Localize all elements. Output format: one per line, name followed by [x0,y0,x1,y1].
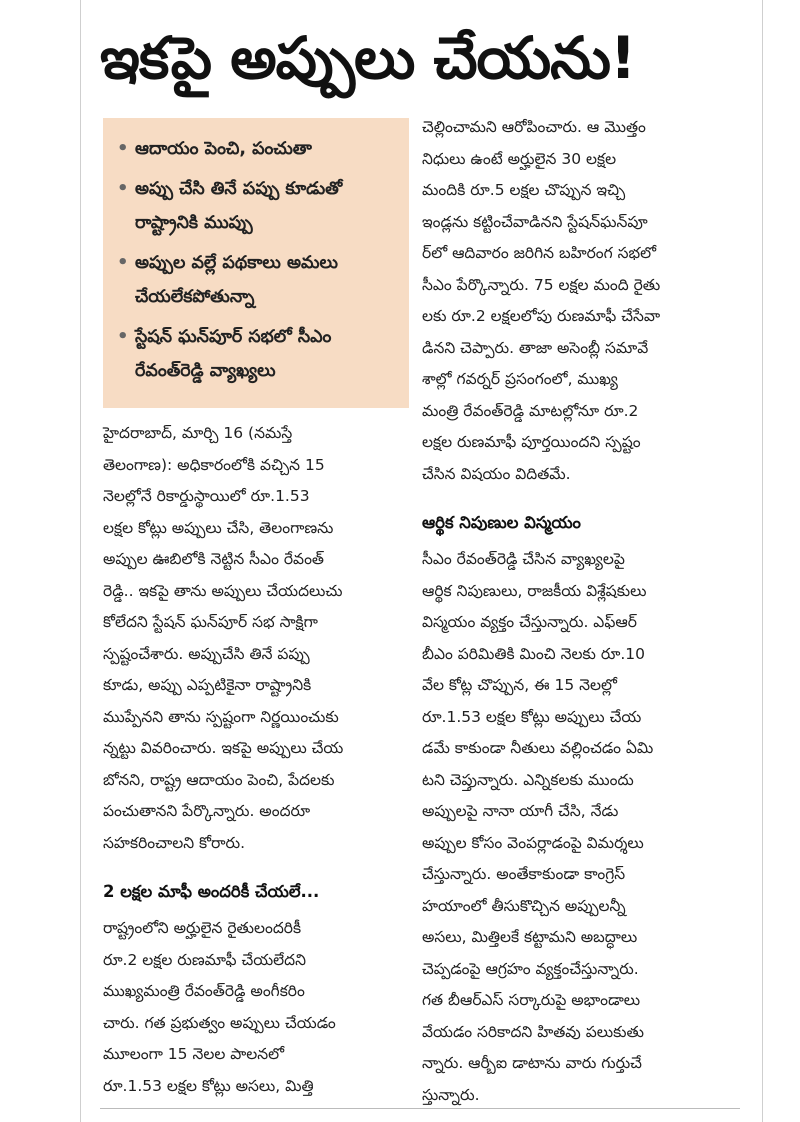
article-subheading: ఆర్థిక నిపుణుల విస్మయం [422,513,581,532]
highlight-item: • అప్పు చేసి తినే పప్పు కూడుతో రాష్ట్రానికి ముప్పు [117,172,399,240]
article-paragraph: హైదరాబాద్, మార్చి 16 (నమస్తే తెలంగాణ): అధికారంలోకి వచ్చిన 15 నెలల్లోనే రికార్డుస్థాయిలో రూ.1.53 లక్షల కోట్లు అప్పులు చేసి, తెలంగాణను అప్పుల ఊబిలోకి నెట్టిన సీఎం రేవంత్ రెడ్డి.. ఇకపై తాను అప్పులు చేయదలుచు కోలేదని స్టేషన్ ఘన్‌పూర్ సభ సాక్షిగా స్పష్టంచేశారు. అప్పుచేసి తినే పప్పు కూడు, అప్పు ఎప్పటికైనా రాష్ట్రానికి ముప్పేనని తాను స్పష్టంగా నిర్ణయించుకు న్నట్టు వివరించారు. ఇకపై అప్పులు చేయ బోనని, రాష్ట్ర ఆదాయం పెంచి, పేదలకు పంచుతానని పేర్కొన్నారు. అందరూ సహకరించాలని కోరారు. [103,424,344,852]
bottom-rule [100,1108,740,1109]
article-paragraph: సీఎం రేవంత్‌రెడ్డి చేసిన వ్యాఖ్యలపై ఆర్థిక నిపుణులు, రాజకీయ విశ్లేషకులు విస్మయం వ్యక్తం చేస్తున్నారు. ఎఫ్‌ఆర్ బీఎం పరిమితికి మించి నెలకు రూ.10 వేల కోట్ల చొప్పున, ఈ 15 నెలల్లో రూ.1.53 లక్షల కోట్లు అప్పులు చేయ డమే కాకుండా నీతులు వల్లించడం ఏమి టని చెప్తున్నారు. ఎన్నికలకు ముందు అప్పులపై నానా యాగీ చేసి, నేడు అప్పుల కోసం వెంపర్లాడంపై విమర్శలు చేస్తున్నారు. అంతేకాకుండా కాంగ్రెస్ హయాంలో తీసుకొచ్చిన అప్పులన్నీ అసలు, మిత్తిలకే కట్టామని అబద్ధాలు చెప్పడంపై ఆగ్రహం వ్యక్తంచేస్తున్నారు. గత బీఆర్ఎస్ సర్కారుపై అభాండాలు వేయడం సరికాదని హితవు పలుకుతు న్నారు. ఆర్బీఐ డాటాను వారు గుర్తుచే స్తున్నారు. [422,550,654,1104]
highlight-item: • అప్పుల వల్లే పథకాలు అమలు చేయలేకపోతున్నా [117,246,399,314]
article-column-right [422,112,744,1111]
highlights-box [103,118,409,408]
page-border-left [80,0,81,1122]
headline: ఇకపై అప్పులు చేయను! [100,24,636,92]
highlight-item: • ఆదాయం పెంచి, పంచుతా [117,132,399,166]
article-paragraph: రాష్ట్రంలోని అర్హులైన రైతులందరికీ రూ.2 లక్షల రుణమాఫీ చేయలేదని ముఖ్యమంత్రి రేవంత్‌రెడ్డి అంగీకరిం చారు. గత ప్రభుత్వం అప్పులు చేయడం మూలంగా 15 నెలల పాలనలో రూ.1.53 లక్షల కోట్లు అసలు, మిత్తి [103,919,336,1095]
article-column-left [103,418,409,1102]
article-paragraph: చెల్లించామని ఆరోపించారు. ఆ మొత్తం నిధులు ఉంటే అర్హులైన 30 లక్షల మందికి రూ.5 లక్షల చొప్పున ఇచ్చి ఇండ్లను కట్టించేవాడినని స్టేషన్‌ఘన్‌పూ ర్‌లో ఆదివారం జరిగిన బహిరంగ సభలో సీఎం పేర్కొన్నారు. 75 లక్షల మంది రైతు లకు రూ.2 లక్షలలోపు రుణమాఫీ చేసేవా డినని చెప్పారు. తాజా అసెంబ్లీ సమావే శాల్లో గవర్నర్ ప్రసంగంలో, ముఖ్య మంత్రి రేవంత్‌రెడ్డి మాటల్లోనూ రూ.2 లక్షల రుణమాఫీ పూర్తయిందని స్పష్టం చేసిన విషయం విదితమే. [422,118,661,483]
highlights-list [117,132,399,388]
highlight-item: • స్టేషన్ ఘన్‌పూర్ సభలో సీఎం రేవంత్‌రెడ్డి వ్యాఖ్యలు [117,320,399,388]
page-border-right [762,0,763,1122]
article-subheading: 2 లక్షల మాఫీ అందరికీ చేయలే... [103,882,320,901]
